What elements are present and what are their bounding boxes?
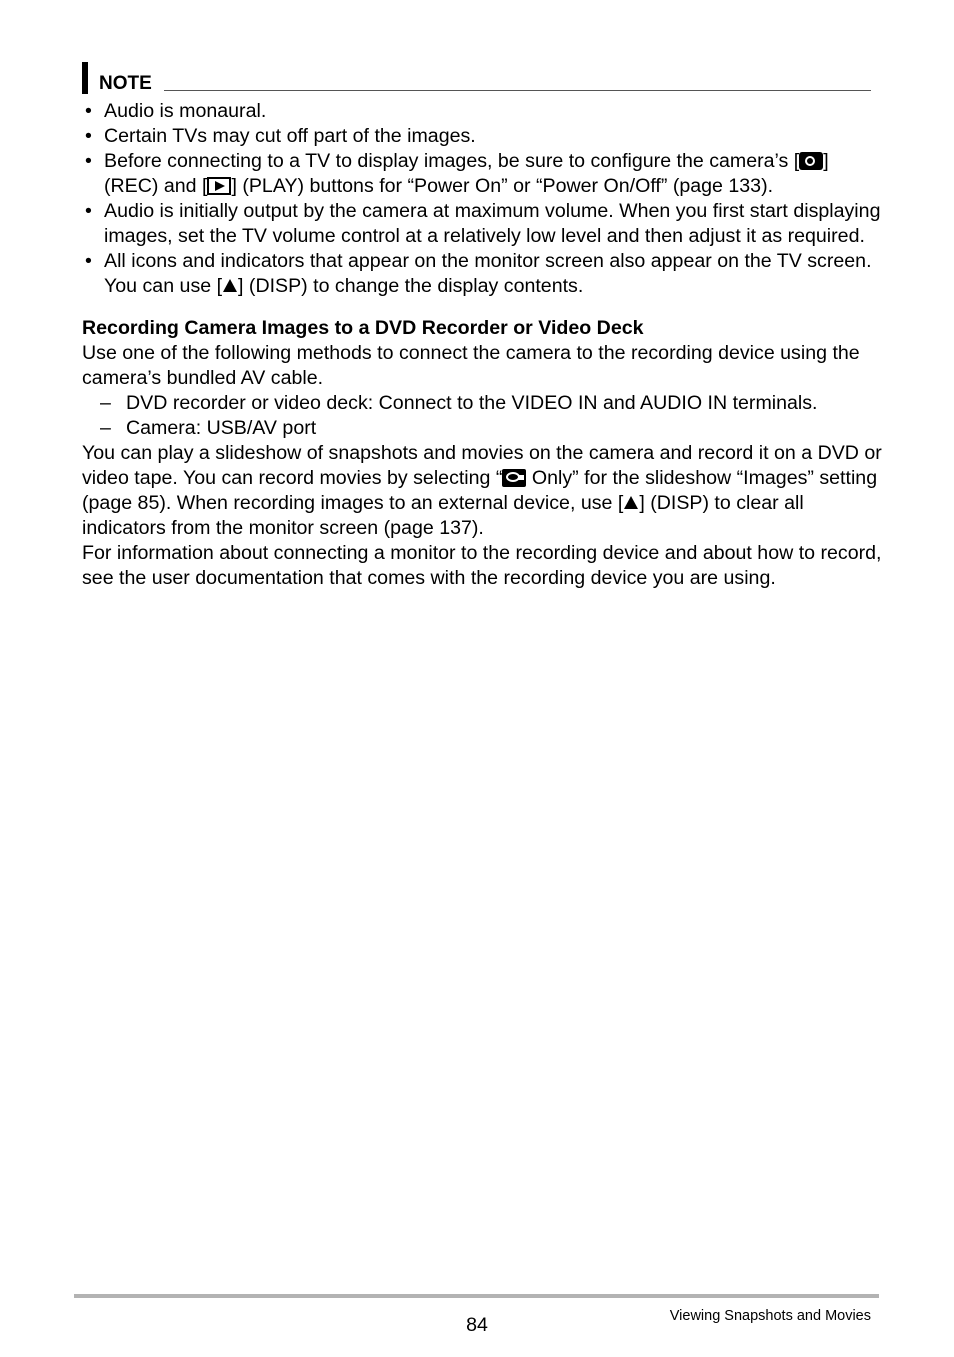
text-run: Audio is monaural. xyxy=(104,100,267,122)
page-body xyxy=(82,99,882,591)
bullet-icon: • xyxy=(85,200,92,222)
note-item xyxy=(82,199,882,249)
bullet-icon: • xyxy=(85,250,92,272)
list-item-text: Camera: USB/AV port xyxy=(126,417,317,439)
camera-icon xyxy=(799,152,823,170)
dash-icon: – xyxy=(100,392,111,414)
play-icon xyxy=(207,177,231,195)
note-item xyxy=(82,99,882,124)
up-triangle-icon xyxy=(223,279,237,292)
list-item xyxy=(100,416,882,441)
chapter-title: Viewing Snapshots and Movies xyxy=(669,1308,871,1324)
slideshow-paragraph xyxy=(82,441,882,541)
dash-icon: – xyxy=(100,417,111,439)
text-run: ] (REC) and [ xyxy=(104,150,829,197)
bullet-icon: • xyxy=(85,125,92,147)
note-marker-bar xyxy=(82,62,88,94)
text-run: ] (DISP) to change the display contents. xyxy=(238,275,584,297)
note-item xyxy=(82,249,882,299)
up-triangle-icon xyxy=(624,496,638,509)
documentation-paragraph: For information about connecting a monitor to the recording device and about how to record, see the user documentation that comes with the recording device you are using. xyxy=(82,542,882,589)
bullet-icon: • xyxy=(85,150,92,172)
bullet-icon: • xyxy=(85,100,92,122)
list-item-text: DVD recorder or video deck: Connect to the VIDEO IN and AUDIO IN terminals. xyxy=(126,392,818,414)
list-item xyxy=(100,391,882,416)
text-run: Only” for the slideshow “Images” setting (page 85). When recording images to an external device, use [ xyxy=(82,467,878,514)
text-run: Certain TVs may cut off part of the images. xyxy=(104,125,476,147)
note-label: NOTE xyxy=(99,73,152,94)
note-item xyxy=(82,124,882,149)
section-intro: Use one of the following methods to connect the camera to the recording device using the camera’s bundled AV cable. xyxy=(82,342,860,389)
note-item xyxy=(82,149,882,199)
page-number: 84 xyxy=(466,1314,488,1336)
text-run: All icons and indicators that appear on the monitor screen also appear on the TV screen. You can use [ xyxy=(104,250,872,297)
note-list xyxy=(82,99,882,299)
text-run: ] (DISP) to clear all indicators from the monitor screen (page 137). xyxy=(82,492,804,539)
text-run: ] (PLAY) buttons for “Power On” or “Power On/Off” (page 133). xyxy=(231,175,774,197)
movie-icon xyxy=(502,469,526,487)
text-run: You can play a slideshow of snapshots and movies on the camera and record it on a DVD or video tape. You can record movies by selecting “ xyxy=(82,442,882,489)
section-heading: Recording Camera Images to a DVD Recorder or Video Deck xyxy=(82,317,644,339)
note-divider xyxy=(164,90,871,91)
text-run: Audio is initially output by the camera at maximum volume. When you first start displaying images, set the TV volume control at a relatively low level and then adjust it as required. xyxy=(104,200,881,247)
connection-method-list xyxy=(82,391,882,441)
text-run: Before connecting to a TV to display images, be sure to configure the camera’s [ xyxy=(104,150,800,172)
footer-divider xyxy=(74,1294,879,1298)
